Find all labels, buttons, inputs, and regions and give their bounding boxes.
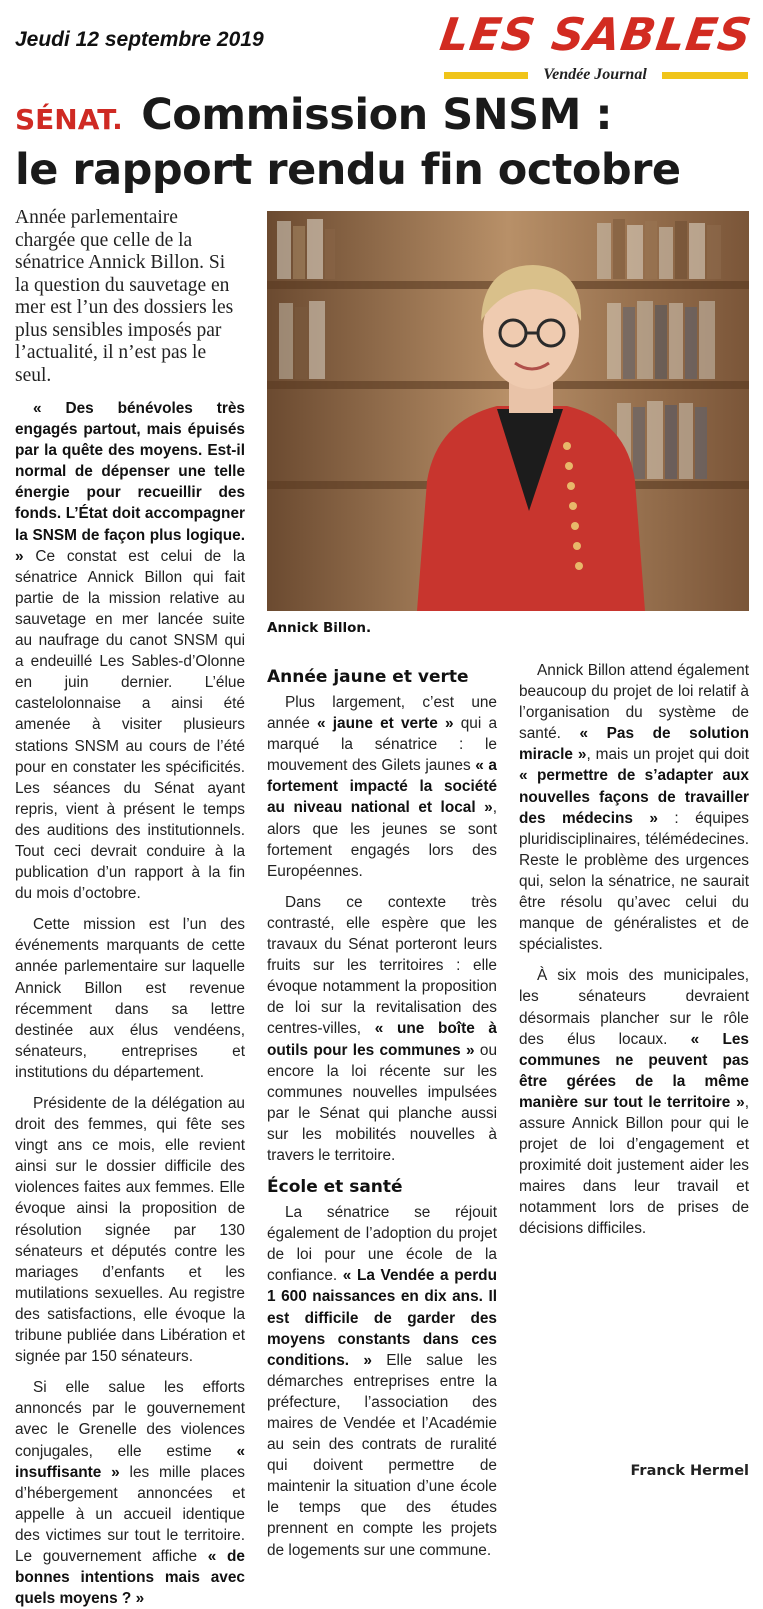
- portrait-photo: [267, 211, 749, 611]
- brand-subtitle: Vendée Journal: [543, 66, 647, 83]
- paragraph-2: Cette mission est l’un des événements marquants de cette année parlementaire sur laquelle Annick Billon est revenue récemment dans sa lettre destinée aux élus vendéens, sénateurs, entreprises et institutions du département.: [15, 916, 245, 1081]
- portrait-illustration: [267, 211, 749, 611]
- article-column-3: [519, 660, 749, 1250]
- brand-name: LES SABLES: [436, 8, 756, 61]
- paragraph-6: Dans ce contexte très contrasté, elle espère que les travaux du Sénat porteront leurs fruits sur les territoires : elle évoque notamment la proposition de loi sur la revitalisation des centres-villes, « une boîte à outils pour les communes » ou encore la loi récente sur les communes nouvelles impulsées par le Sénat qui planche aussi sur les mobilités nouvelles à travers le territoire.: [267, 893, 497, 1164]
- paragraph-4: Si elle salue les efforts annoncés par le gouvernement avec le Grenelle des violences conjugales, elle estime « insuffisante » les mille places d’hébergement annoncées et appelle à un accueil identique des victimes sur tout le territoire. Le gouvernement affiche « de bonnes intentions mais avec quels moyens ? »: [15, 1379, 245, 1608]
- paragraph-1: « Des bénévoles très engagés partout, mais épuisés par la quête des moyens. Est-il normal de dépenser une telle énergie pour recueillir des fonds. L’État doit accompagner la SNSM de façon plus logique. » Ce constat est celui de la sénatrice Annick Billon qui fait partie de la mission relative au sauvetage en mer lancée suite au naufrage du canot SNSM qui a endeuillé Les Sables-d’Olonne en juin dernier. L’élue castelolonnaise a ainsi été amenée à visiter plusieurs stations SNSM au cours de l’été pour en constater les spécificités. Les séances du Sénat ayant repris, vient à présent le temps des auditions des institutionnels. Tout ceci devrait conduire à la publication d’un rapport à la fin du mois d’octobre.: [15, 400, 245, 903]
- brand-bar-right: [662, 72, 748, 79]
- paragraph-5: Plus largement, c’est une année « jaune et verte » qui a marqué la sénatrice : le mouvement des Gilets jaunes « a fortement impacté la société au niveau national et local », alors que les jeunes se sont fortement engagés lors des Européennes.: [267, 694, 497, 880]
- headline-kicker: SÉNAT.: [15, 103, 123, 136]
- paragraph-9: À six mois des municipales, les sénateurs devraient désormais plancher sur le rôle des élus locaux. « Les communes ne peuvent pas être gérées de la même manière sur tout le territoire », assure Annick Billon pour qui le projet de loi d’engagement et proximité doit justement aider les maires dans leur travail et notamment lors de prises de décisions difficiles.: [519, 967, 749, 1238]
- subheading-ecole-et-sante: École et santé: [267, 1177, 403, 1198]
- date-line: Jeudi 12 septembre 2019: [15, 28, 264, 51]
- article-column-1: [15, 398, 245, 1609]
- headline-line-2: le rapport rendu fin octobre: [15, 145, 681, 195]
- article-column-2: [267, 660, 497, 1571]
- paragraph-8: Annick Billon attend également beaucoup du projet de loi relatif à l’organisation du système de santé. « Pas de solution miracle », mais un projet qui doit « permettre de s’adapter aux nouvelles façons de travailler des médecins » : équipes pluridisciplinaires, télémédecines. Reste le problème des urgences qui, selon la sénatrice, ne saurait être résolu qu’avec celui du manque de généralistes et de spécialistes.: [519, 662, 750, 954]
- paragraph-3: Présidente de la délégation au droit des femmes, qui fête ses vingt ans ce mois, elle revient ainsi sur le dossier difficile des violences faites aux femmes. Elle évoque ainsi la proposition de résolution signée par 130 sénateurs et députés contre les mariages d’enfants et les mutilations sexuelles. Au registre des satisfactions, elle évoque la tribune publiée dans Libération et signée par 150 sénateurs.: [15, 1095, 245, 1366]
- brand-bar-left: [444, 72, 528, 79]
- photo-caption: Annick Billon.: [267, 620, 372, 636]
- headline: [15, 90, 755, 195]
- article-lead: Année parlementaire chargée que celle de la sénatrice Annick Billon. Si la question du sauvetage en mer est l’un des dossiers les plus sensibles imposés par l’actualité, il n’est pas le seul.: [15, 207, 234, 386]
- paragraph-7: La sénatrice se réjouit également de l’adoption du projet de loi pour une école de la confiance. « La Vendée a perdu 1 600 naissances en dix ans. Il est difficile de garder des moyens constants dans ces conditions. » Elle salue les démarches entreprises entre la préfecture, l’association des maires de Vendée et l’Académie au sein des contrats de ruralité qui doivent permettre de maintenir la situation d’une école le temps que des études prennent en compte les projets de logements sur une commune.: [267, 1204, 497, 1559]
- masthead-logo: [436, 8, 756, 88]
- subheading-annee-jaune-et-verte: Année jaune et verte: [267, 667, 469, 687]
- headline-line-1: Commission SNSM :: [141, 90, 613, 140]
- author-signature: Franck Hermel: [630, 1463, 749, 1479]
